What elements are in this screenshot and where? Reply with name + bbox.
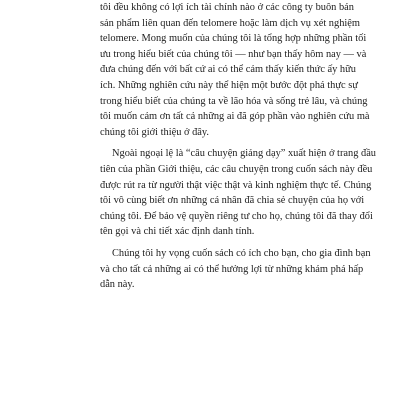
text-line: đưa chúng đến với bất cứ ai có thể cảm thấy kiến thức ấy hữu [100,64,356,76]
text-line: tôi vô cùng biết ơn những cá nhân đã chia sẻ chuyện của họ với [100,195,365,207]
text-line: tiên của phần Giới thiệu, các câu chuyện trong cuốn sách này đều [100,163,373,175]
text-line: tên gọi và chi tiết xác định danh tính. [100,226,255,238]
text-line: và cho tất cả những ai có thể hưởng lợi từ những khám phá hấp [100,263,364,275]
paragraph-2 [100,146,377,240]
text-line: ưu trong hiểu biết của chúng tôi — như bạn thấy hôm nay — và [100,48,367,60]
text-line: Chúng tôi hy vọng cuốn sách có ích cho bạn, cho gia đình bạn [112,247,371,259]
text-line: tôi đều không có lợi ích tài chính nào ở các công ty buôn bán [100,2,354,13]
text-line: chúng tôi. Để bảo vệ quyền riêng tư cho họ, chúng tôi đã thay đổi [100,210,373,222]
text-line: telomere. Mong muốn của chúng tôi là tổng hợp những phần tối [100,33,367,45]
text-line: dẫn này. [100,279,135,291]
text-line: ích. Những nghiên cứu này thể hiện một bước đột phá thực sự [100,79,358,91]
text-line: Ngoài ngoại lệ là “câu chuyện giảng dạy” xuất hiện ở trang đầu [112,148,377,160]
paragraph-1 [100,0,370,140]
text-line: được rút ra từ người thật việc thật và kinh nghiệm thực tế. Chúng [100,179,372,191]
text-line: trong hiểu biết của chúng ta về lão hóa và sống trẻ lâu, và chúng [100,95,368,107]
text-line: tôi muốn cảm ơn tất cả những ai đã góp phần vào nghiên cứu mà [100,111,370,123]
text-line: chúng tôi giới thiệu ở đây. [100,126,210,138]
text-line: sản phẩm liên quan đến telomere hoặc làm dịch vụ xét nghiệm [100,17,360,29]
body-text [100,0,377,293]
paragraph-3 [100,246,371,293]
